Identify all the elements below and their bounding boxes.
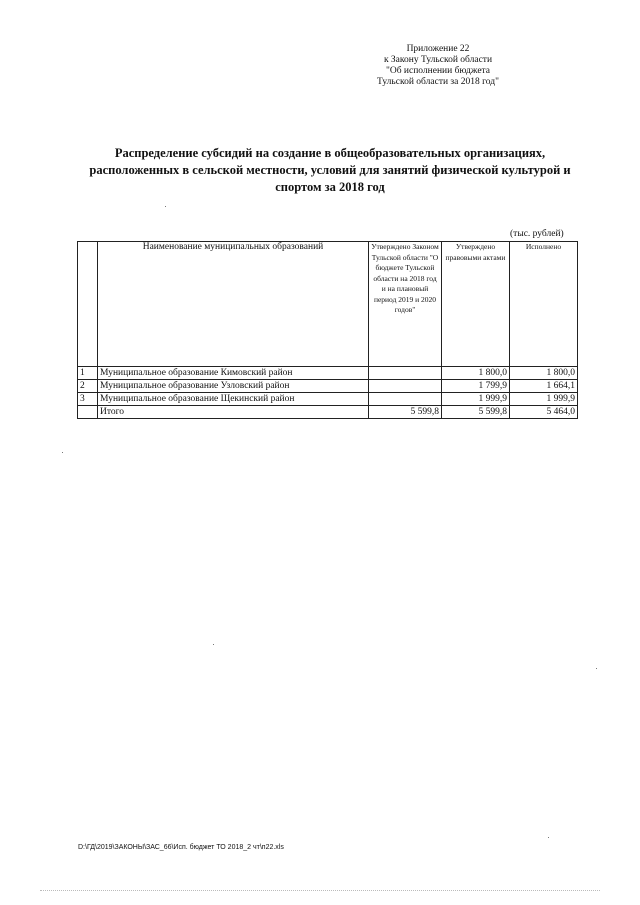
subsidy-table <box>77 241 578 419</box>
total-name: Итого <box>98 406 369 419</box>
title-line: расположенных в сельской местности, условий для занятий физической культурой и <box>89 163 571 177</box>
row-approved-acts: 1 999,9 <box>442 393 510 406</box>
appendix-header <box>338 44 538 88</box>
header-executed: Исполнено <box>510 242 578 367</box>
title-line: спортом за 2018 год <box>275 180 385 194</box>
total-approved-acts: 5 599,8 <box>442 406 510 419</box>
scan-speck <box>548 837 549 838</box>
appendix-line: к Закону Тульской области <box>383 55 493 65</box>
table-total-row <box>78 406 578 419</box>
row-name: Муниципальное образование Щекинский район <box>98 393 369 406</box>
row-executed: 1 999,9 <box>510 393 578 406</box>
title-line: Распределение субсидий на создание в общеобразовательных организациях, <box>114 146 546 160</box>
scan-speck <box>62 452 63 453</box>
header-name: Наименование муниципальных образований <box>98 242 369 367</box>
row-approved-acts: 1 799,9 <box>442 380 510 393</box>
appendix-line: "Об исполнении бюджета <box>385 66 491 76</box>
table-row <box>78 393 578 406</box>
file-path-footer: D:\ГД\2019\ЗАКОНЫ\ЗАС_66\Исп. бюджет ТО 2018_2 чт\п22.xls <box>78 844 284 851</box>
row-name: Муниципальное образование Узловский район <box>98 380 369 393</box>
header-approved-acts: Утверждено правовыми актами <box>442 242 510 367</box>
row-name: Муниципальное образование Кимовский район <box>98 367 369 380</box>
header-approved-law: Утверждено Законом Тульской области "О бюджете Тульской области на 2018 год и на плановый период 2019 и 2020 годов" <box>369 242 442 367</box>
units-label: (тыс. рублей) <box>510 229 564 239</box>
scan-edge-line <box>40 890 600 891</box>
table-header-row <box>78 242 578 367</box>
row-executed: 1 664,1 <box>510 380 578 393</box>
appendix-line: Приложение 22 <box>406 44 470 54</box>
table-row <box>78 367 578 380</box>
header-index <box>78 242 98 367</box>
row-approved-law <box>369 393 442 406</box>
row-approved-law <box>369 367 442 380</box>
row-approved-acts: 1 800,0 <box>442 367 510 380</box>
total-executed: 5 464,0 <box>510 406 578 419</box>
row-index: 3 <box>78 393 98 406</box>
row-executed: 1 800,0 <box>510 367 578 380</box>
appendix-line: Тульской области за 2018 год" <box>377 77 499 87</box>
row-index: 2 <box>78 380 98 393</box>
scan-speck <box>213 644 214 645</box>
row-index: 1 <box>78 367 98 380</box>
total-index <box>78 406 98 419</box>
table-row <box>78 380 578 393</box>
total-approved-law: 5 599,8 <box>369 406 442 419</box>
scan-speck <box>165 206 166 207</box>
row-approved-law <box>369 380 442 393</box>
scan-speck <box>596 668 597 669</box>
document-title <box>70 145 590 196</box>
